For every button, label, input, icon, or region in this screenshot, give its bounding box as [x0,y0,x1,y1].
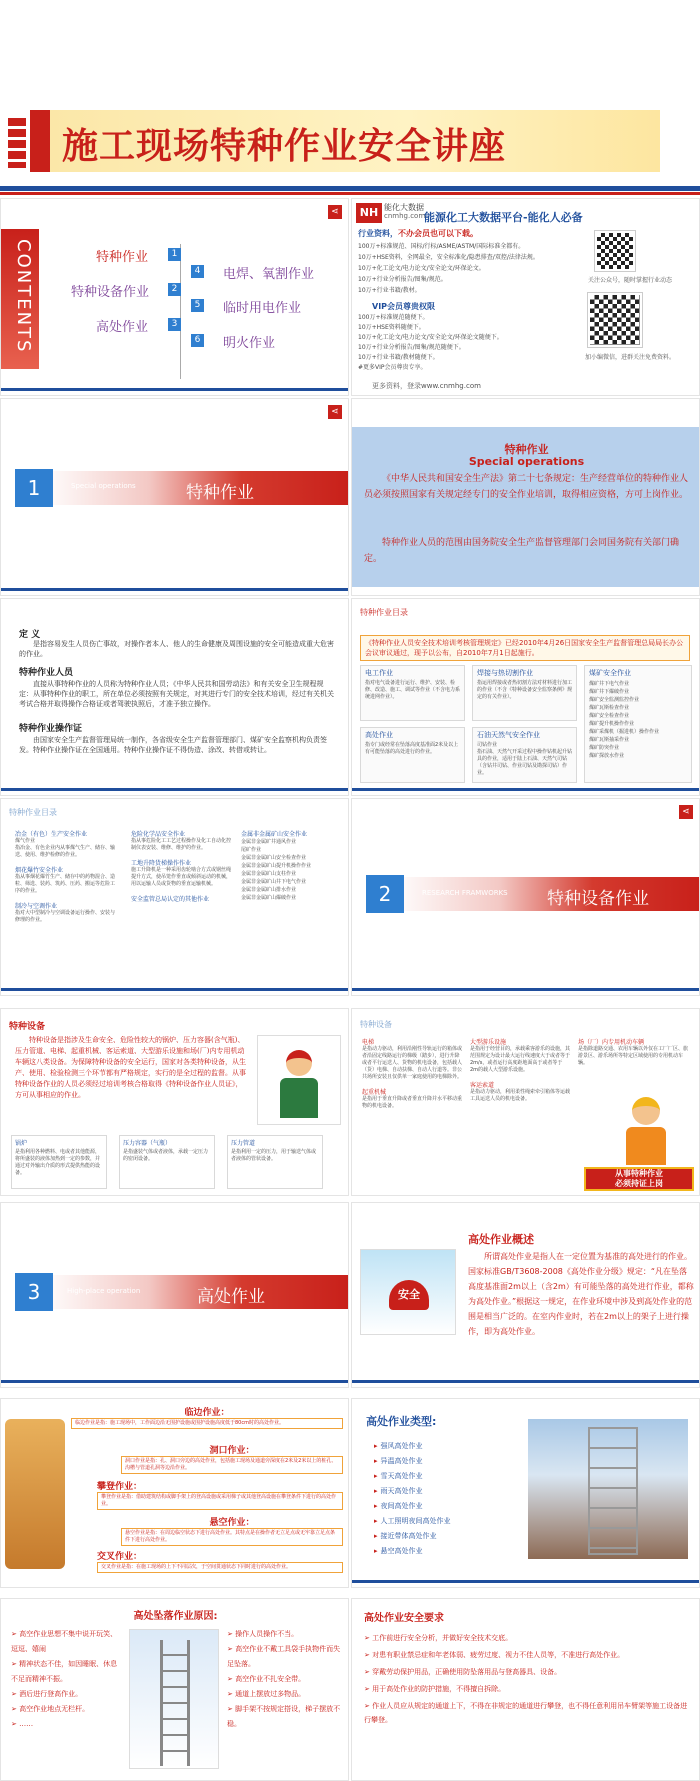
catalog1-card-2 [472,665,577,721]
fall-causes-slide [0,1598,349,1781]
poster-sign [584,1167,694,1191]
ad-qr-1 [595,231,635,271]
ad-platform-title: 能源化工大数据平台-能化人必备 [424,211,583,224]
contents-item-1-num: 1 [168,248,181,261]
list-item-text: 操作人员操作不当。 [235,1630,299,1638]
list-item [364,1631,692,1645]
fall-causes-left [11,1627,123,1732]
climbing-illustration [5,1419,65,1569]
list-item [11,1702,123,1717]
card-body: 指对大中型制冷与空调设备运行操作、安装与修理的作业。 [15,910,116,923]
kind-2 [121,1443,343,1474]
contents-item-5-num: 5 [191,299,204,312]
section2-slide [351,798,700,996]
list-item [374,1484,524,1499]
section2-bottom-bar [352,988,699,991]
list-item-text: 雨天高处作业 [380,1487,423,1495]
worker-poster-illustration [602,1097,692,1167]
ad-lines2 [358,313,558,373]
list-item-text: 雪天高处作业 [380,1472,423,1480]
height-overview-bottom-bar [352,1380,699,1383]
share-icon[interactable]: ⋖ [679,805,693,819]
card-title: 客运索道 [470,1082,495,1089]
list-item-text: 通道上摆放过多物品。 [235,1690,306,1698]
ad-line: 10万+行业分析报告/图集/规范。 [358,276,447,283]
equip1-card-3 [227,1135,323,1189]
list-item [11,1657,123,1687]
list-item [227,1702,343,1732]
list-item-text: 用于高处作业的防护措施，不得擅自拆除。 [372,1685,506,1693]
helmet-icon: 安全 [389,1280,429,1310]
bullet-icon: ▸ [374,1457,378,1465]
height-types-slide [351,1398,700,1588]
card-body: 是指利用一定的压力，用于输送气体或者液体的管状设备。 [231,1149,317,1162]
kind-3 [97,1479,343,1510]
catalog2-col-3 [241,829,341,902]
catalog1-card-4 [360,727,465,783]
kind-body: 悬空作业是指：在周边临空状态下进行高处作业。其特点是在操作者无立足点或无牢靠立足点条件下进行高处作业。 [121,1528,343,1546]
card-title: 金属非金属矿山安全作业 [241,831,308,838]
equip1-card-2 [119,1135,215,1189]
card-body: 是指除道路交通、农用车辆以外仅在工厂厂区、旅游景区、游乐场所等特定区域使用的专用机动车辆。 [578,1046,689,1066]
ad-section1 [358,229,478,239]
kind-title: 洞口作业： [209,1446,255,1456]
kind-title: 临边作业： [184,1408,230,1418]
special-ops-para1: 《中华人民共和国安全生产法》第二十七条规定：生产经营单位的特种作业人员必须按照国家有关规定经专门的安全作业培训，取得相应资格，方可上岗作业。 [364,474,689,500]
list-item [374,1529,524,1544]
ladder-icon [160,1640,190,1766]
list-item-text: 异温高处作业 [380,1457,423,1465]
kind-body: 临边作业是指：施工现场中，工作面边沿无围护设施或围护设施高度低于80cm时的高处作业。 [71,1418,343,1429]
list-item-text: 高空作业不戴工具袋手执物件而失足坠落。 [227,1645,341,1668]
contents-side-label: CONTENTS [13,239,34,354]
poster-line-1: 从事特种作业 [615,1169,663,1178]
list-item-text: 接近带体高处作业 [380,1532,437,1540]
contents-item-5-label[interactable]: 临时用电作业 [223,301,302,316]
list-item [374,1514,524,1529]
contents-item-4-num: 4 [191,265,204,278]
list-item [364,1682,692,1696]
special-ops-para2: 特种作业人员的范围由国务院安全生产监督管理部门会同国务院有关部门确定。 [364,538,680,564]
card-title: 锅炉 [15,1140,28,1147]
catalog1-slide [351,598,700,796]
definition-p2: 直接从事特种作业的人员称为特种作业人员；《中华人民共和国劳动法》和有关安全卫生规程规定：从事特种作业的职工，所在单位必须按照有关规定，对其进行专门的安全技术培训，经过有关机关考试合格并取得操作合格证或者驾驶执照后，才准予独立操作。 [19,680,334,708]
section3-cn: 高处作业 [197,1287,265,1307]
ad-line: #更多VIP会员尊贵专享。 [358,364,427,371]
section1-num: 1 [15,469,53,507]
section3-slide [0,1202,349,1388]
card-title: 危险化学品安全作业 [131,831,186,838]
card-body: 是指利用各种燃料、电或者其他能源，将所盛装的液体加热到一定的参数，并通过对外输出介质的形式提供热能的设备。 [15,1149,101,1176]
card-title: 冶金（有色）生产安全作业 [15,831,88,838]
bullet-icon: ➢ [11,1705,20,1713]
worker-body-icon [280,1078,318,1118]
ad-line: 10万+HSE资料随便下。 [358,324,425,331]
bullet-icon: ➢ [227,1630,236,1638]
card-title: 安全监管总局认定的其他作业 [131,896,210,903]
ad-line: 10万+行业分析报告/图集/规范随便下。 [358,344,465,351]
card-title: 高处作业 [365,731,393,739]
catalog2-bottom-bar [1,988,348,991]
card-body: 指对电气设备进行运行、维护、安装、检修、改造、施工、调试等作业（不含电力系统进网作业）。 [365,680,461,700]
bullet-icon: ▸ [374,1442,378,1450]
bullet-icon: ▸ [374,1472,378,1480]
ad-line: 10万+行业书籍/教材。 [358,287,421,294]
card-body: 煤矿井下电气作业 煤矿井下爆破作业 煤矿安全监测监控作业 煤矿瓦斯检查作业 煤矿安全检查作业 煤矿提升机操作作业 煤矿采煤机（掘进机）操作作业 煤矿瓦斯抽采作业 煤矿防突作业 煤矿探放水作业 [589,681,660,759]
ad-vip-title: VIP会员尊贵权限 [372,302,436,311]
ad-qr2-caption: 加小编微信，进群关注免费资料。 [584,354,675,361]
title-slide [0,100,700,198]
catalog2-heading: 特种作业目录 [9,808,57,817]
definition-h3: 特种作业操作证 [19,724,83,734]
card-body: 是指盛装气体或者液体，承载一定压力的密闭设备。 [123,1149,209,1162]
ad-section1-label: 行业资料， [358,229,398,238]
equip2-slide [351,1008,700,1196]
definition-h2: 特种作业人员 [19,668,74,678]
title-bottom-line [0,192,700,195]
height-types-list [374,1439,524,1559]
contents-item-3-label[interactable]: 高处作业 [96,320,149,335]
list-item [374,1469,524,1484]
bullet-icon: ▸ [374,1502,378,1510]
share-icon[interactable]: ⋖ [328,405,342,419]
kind-4 [121,1515,343,1546]
list-item [227,1642,343,1672]
card-title: 起重机械 [362,1089,387,1096]
card-body: 是指动力驱动，利用柔性绳索牵引箱体等运载工具运送人员的机电设备。 [470,1089,571,1102]
ad-line: 10万+HSE资料，全网最全，安全标准化/隐患排查/双控/法律法规。 [358,254,539,261]
contents-item-2-label[interactable]: 特种设备作业 [71,285,150,300]
bullet-icon: ➢ [11,1630,20,1638]
equip2-col-3 [578,1037,688,1067]
card-body: 指从事危险化工工艺过程操作及化工自动化控制仪表安装、维修、维护的作业。 [131,838,232,851]
ad-qr1-caption: 关注公众号，随时掌握行业动态 [587,277,672,284]
bullet-icon: ➢ [364,1668,373,1676]
ad-slide [351,198,700,396]
definition-p3: 由国家安全生产监督管理局统一制作，各省级安全生产监督管理部门、煤矿安全监察机构负责签发。特种作业操作证在全国通用。特种作业操作证不得伪造、涂改、转借或转让。 [19,736,327,754]
equip2-col-1 [362,1037,462,1110]
contents-bottom-bar [1,388,348,391]
fall-causes-right [227,1627,343,1732]
bullet-icon: ➢ [227,1675,236,1683]
card-body: 是指用于垂直升降或者垂直升降并水平移动重物的机电设备。 [362,1096,463,1109]
bullet-icon: ➢ [227,1705,236,1713]
title-text: 施工现场特种作业安全讲座 [62,125,507,167]
equip1-para: 特种设备是指涉及生命安全、危险性较大的锅炉、压力容器(含气瓶)、压力管道、电梯、起重机械、客运索道、大型游乐设施和场(厂)内专用机动车辆这八类设备。为保障特种设备的安全运行，国家对各类特种设备，从生产、使用、检验检测三个环节都有严格规定，实行的是全过程的监督。从事特种设备作业的人员必须经过培训考核合格取得《特种设备作业人员证》，方可从事相应的作业。 [15,1036,246,1099]
definition-bottom-bar [1,788,348,791]
card-body: 金属非金属矿井通风作业 尾矿作业 金属非金属矿山安全检查作业 金属非金属矿山提升机操作作业 金属非金属矿山支柱作业 金属非金属矿山井下电气作业 金属非金属矿山排水作业 金属非金属矿山爆破作业 [241,839,312,901]
card-title: 工地升降货梯操作作业 [131,860,192,867]
height-types-bottom-bar [352,1580,699,1583]
ad-section1-red: 不办会员也可以下载。 [398,229,478,238]
catalog2-slide [0,798,349,996]
card-title: 场（厂）内专用机动车辆 [578,1039,645,1046]
height-kinds-slide [0,1398,349,1588]
definition-slide [0,598,349,796]
card-title: 电工作业 [365,669,393,677]
ad-lines1 [358,241,558,296]
list-item-text: 悬空高处作业 [380,1547,423,1555]
contents-divider [180,244,181,379]
safety-req-slide [351,1598,700,1781]
ad-line: 10万+化工论文/电力论文/安全论文/环保论文。 [358,265,485,272]
height-types-title: 高处作业类型: [366,1415,437,1428]
list-item [227,1687,343,1702]
list-item-text: 高空作业不扎安全带。 [235,1675,306,1683]
special-ops-title: 特种作业 [504,443,549,456]
bullet-icon: ➢ [11,1690,20,1698]
kind-title: 悬空作业： [209,1518,255,1528]
contents-item-6-num: 6 [191,334,204,347]
kind-body: 洞口作业是指：孔、洞口旁边的高处作业，包括施工现场及通道旁深度在2米及2米以上的桩孔、沟槽与管道孔洞等边沿作业。 [121,1456,343,1474]
definition-p1: 是指容易发生人员伤亡事故，对操作者本人、他人的生命健康及周围设施的安全可能造成重大危害的作业。 [19,640,334,658]
list-item [364,1665,692,1679]
bullet-icon: ➢ [227,1690,236,1698]
contents-item-3-num: 3 [168,318,181,331]
kind-title: 交叉作业： [97,1552,143,1562]
catalog1-intro: 《特种作业人员安全技术培训考核管理规定》已经2010年4月26日国家安全生产监督管理总局局长办公会议审议通过，现予以公布，自2010年7月1日起施行。 [360,635,690,661]
section3-en: High-place operation [67,1287,141,1295]
list-item-text: 对患有职业禁忌症和年老体弱、疲劳过度、视力不佳人员等，不准进行高处作业。 [372,1651,625,1659]
list-item [227,1627,343,1642]
card-body: 是指动力驱动，利用沿刚性导轨运行的箱体或者沿固定线路运行的梯级（踏步），进行升降或者平行运送人、货物的机电设备，包括载人（货）电梯、自动扶梯、自动人行道等。非公共场所安装且仅供单一家庭使用的电梯除外。 [362,1046,463,1080]
bullet-icon: ▸ [374,1547,378,1555]
definition-h1: 定 义 [19,630,41,640]
ad-logo-sub: cnmhg.com [384,212,426,220]
bullet-icon: ➢ [11,1720,20,1728]
section2-en: RESEARCH FRAMWORKS [422,889,508,897]
list-item-text: 人工照明夜间高处作业 [380,1517,451,1525]
list-item [11,1687,123,1702]
ad-footer[interactable]: 更多资料，登录www.cnmhg.com [372,382,481,390]
section2-num: 2 [366,875,404,913]
section1-en: Special operations [71,482,136,490]
ad-line: 100万+标准规范、国标/行标/ASME/ASTM/国际标准全都有。 [358,243,525,250]
bullet-icon: ➢ [364,1702,373,1710]
kind-5 [97,1549,343,1573]
special-ops-slide [351,398,700,596]
card-body: 煤气作业 指冶金、有色企业内从事煤气生产、储存、输送、使用、维护检修的作业。 [15,838,116,858]
kind-body: 交叉作业是指：在施工现场的上下不同层次，于空间贯通状态下同时进行的高处作业。 [97,1562,343,1573]
special-ops-en-title: Special operations [468,455,585,468]
contents-slide [0,198,349,396]
safety-req-list [364,1631,692,1727]
list-item [11,1717,123,1732]
ad-qr-2 [588,293,642,347]
card-body: 司钻作业 指石油、天然气开采过程中操作钻机起升钻具的作业，适用于陆上石油、天然气司钻（含钻井司钻、作业司钻及勘探司钻）作业。 [477,742,573,776]
title-bottom-bar [0,186,700,191]
kind-title: 攀登作业： [97,1482,143,1492]
list-item-text: 夜间高处作业 [380,1502,423,1510]
list-item-text: 高空作业地点无栏杆。 [19,1705,90,1713]
bullet-icon: ➢ [364,1685,373,1693]
ad-line: 10万+化工论文/电力论文/安全论文/环保论文随便下。 [358,334,503,341]
catalog1-card-5 [472,727,577,783]
bullet-icon: ▸ [374,1517,378,1525]
list-item-text: 工作前进行安全分析，并做好安全技术交底。 [372,1634,513,1642]
card-title: 煤矿安全作业 [589,669,631,677]
section1-slide [0,398,349,596]
equip2-col-2 [470,1037,570,1103]
ad-logo-icon: NH [356,203,382,223]
bullet-icon: ➢ [11,1660,20,1668]
card-body: 指从事烟花爆竹生产、储存中的药物混合、造粒、筛选、装药、筑药、压药、搬运等危险工序的作业。 [15,874,116,894]
worker-head-icon [286,1050,312,1076]
list-item-text: 作业人员应从规定的通道上下，不得在非规定的通道进行攀登，也不得任意利用吊车臂架等施工设备进行攀登。 [364,1702,688,1724]
card-title: 烟花爆竹安全作业 [15,867,64,874]
worker-head-icon [632,1097,660,1125]
section3-bottom-bar [1,1380,348,1383]
catalog1-bottom-bar [352,788,699,791]
card-title: 大型游乐设施 [470,1039,507,1046]
section3-num: 3 [15,1273,53,1311]
height-overview-title: 高处作业概述 [468,1233,534,1246]
ad-line: 10万+行业书籍/教材随便下。 [358,354,439,361]
contents-item-4-label[interactable]: 电焊、氧割作业 [223,267,315,282]
list-item-text: 强风高处作业 [380,1442,423,1450]
section2-cn: 特种设备作业 [547,889,649,909]
card-title: 石油天然气安全作业 [477,731,540,739]
card-title: 电梯 [362,1039,375,1046]
height-overview-para: 所谓高处作业是指人在一定位置为基准的高处进行的作业。国家标准GB/T3608-2008《高处作业分级》规定：“凡在坠落高度基准面2m以上（含2m）有可能坠落的高处进行作业，都称为高处作业。”根据这一规定，在作业环境中涉及到高处作业的范围是相当广泛的。在室内作业时，若在2m以上的架子上进行操作，即为高处作业。 [468,1252,694,1336]
bullet-icon: ➢ [364,1634,373,1642]
equip1-slide [0,1008,349,1196]
section1-cn: 特种作业 [186,483,254,503]
card-title: 压力容器（气瓶） [123,1140,172,1147]
bullet-icon: ➢ [364,1651,373,1659]
card-title: 焊接与热切割作业 [477,669,533,677]
kind-1 [71,1405,343,1429]
card-body: 施工升降机是一种采用齿轮啮合方式或钢丝绳提升方式，使吊笼作垂直或倾斜运动的机械，用以运输人员或货物的垂直运输机械。 [131,867,232,887]
catalog2-col-1 [15,829,115,924]
list-item-text: 穿戴劳动保护用品，正确使用防坠落用品与登高器具、设备。 [372,1668,562,1676]
bullet-icon: ▸ [374,1487,378,1495]
card-body: 指专门或经常在坠落高度基准面2米及以上有可能坠落的高处进行的作业。 [365,742,459,755]
catalog2-col-2 [131,829,231,903]
list-item-text: 高空作业思想不集中说开玩笑、逗逗、嬉闹 [11,1630,118,1653]
safety-illustration [360,1249,456,1335]
card-body: 是指用于经营目的，承载乘客游乐的设施，其范围规定为设计最大运行线速度大于或者等于2m/s，或者运行高度距地面高于或者等于2m的载人大型游乐设施。 [470,1046,571,1073]
worker-illustration [257,1035,341,1125]
contents-item-6-label[interactable]: 明火作业 [223,336,276,351]
list-item [11,1627,123,1657]
scaffold-frame-icon [588,1427,638,1555]
list-item-text: 精神状态不佳，如因睡眠、休息不足而精神不振。 [11,1660,118,1683]
ad-line: 100万+标准规范随便下。 [358,314,429,321]
card-title: 制冷与空调作业 [15,903,58,910]
height-overview-slide [351,1202,700,1388]
list-item [364,1699,692,1727]
ad-logo-text: 能化大数据 [384,203,424,212]
catalog1-heading: 特种作业目录 [360,608,408,617]
safety-req-title: 高处作业安全要求 [364,1613,444,1624]
list-item-text: …… [19,1720,34,1728]
list-item [374,1544,524,1559]
card-body: 指运用焊接或者热切割方法对材料进行加工的作业（不含《特种设备安全监察条例》规定的有关作业）。 [477,680,573,700]
fall-causes-title: 高处坠落作业原因: [133,1611,218,1622]
list-item [374,1499,524,1514]
equip2-heading: 特种设备 [360,1020,392,1029]
fall-illustration [129,1629,219,1769]
list-item [364,1648,692,1662]
list-item-text: 酒后进行登高作业。 [19,1690,83,1698]
kind-body: 攀登作业是指：借助建筑结构或脚手架上的登高设施或采用梯子或其他登高设施在攀登条件下进行的高处作业。 [97,1492,343,1510]
banner-stripes [8,118,26,168]
card-title: 压力管道 [231,1140,256,1147]
bullet-icon: ➢ [227,1645,236,1653]
list-item-text: 脚手架不按规定搭设，梯子摆放不稳。 [227,1705,341,1728]
equip1-heading: 特种设备 [9,1022,46,1032]
scaffold-photo [528,1419,688,1559]
list-item [374,1439,524,1454]
contents-item-2-num: 2 [168,283,181,296]
catalog1-card-3 [584,665,692,783]
poster-line-2: 必须持证上岗 [615,1179,663,1188]
contents-item-1-label[interactable]: 特种作业 [96,250,149,265]
section1-bottom-bar [1,588,348,591]
share-icon[interactable]: ⋖ [328,205,342,219]
worker-body-icon [626,1127,666,1165]
equip1-card-1 [11,1135,107,1189]
list-item [374,1454,524,1469]
catalog1-card-1 [360,665,465,721]
bullet-icon: ▸ [374,1532,378,1540]
list-item [227,1672,343,1687]
